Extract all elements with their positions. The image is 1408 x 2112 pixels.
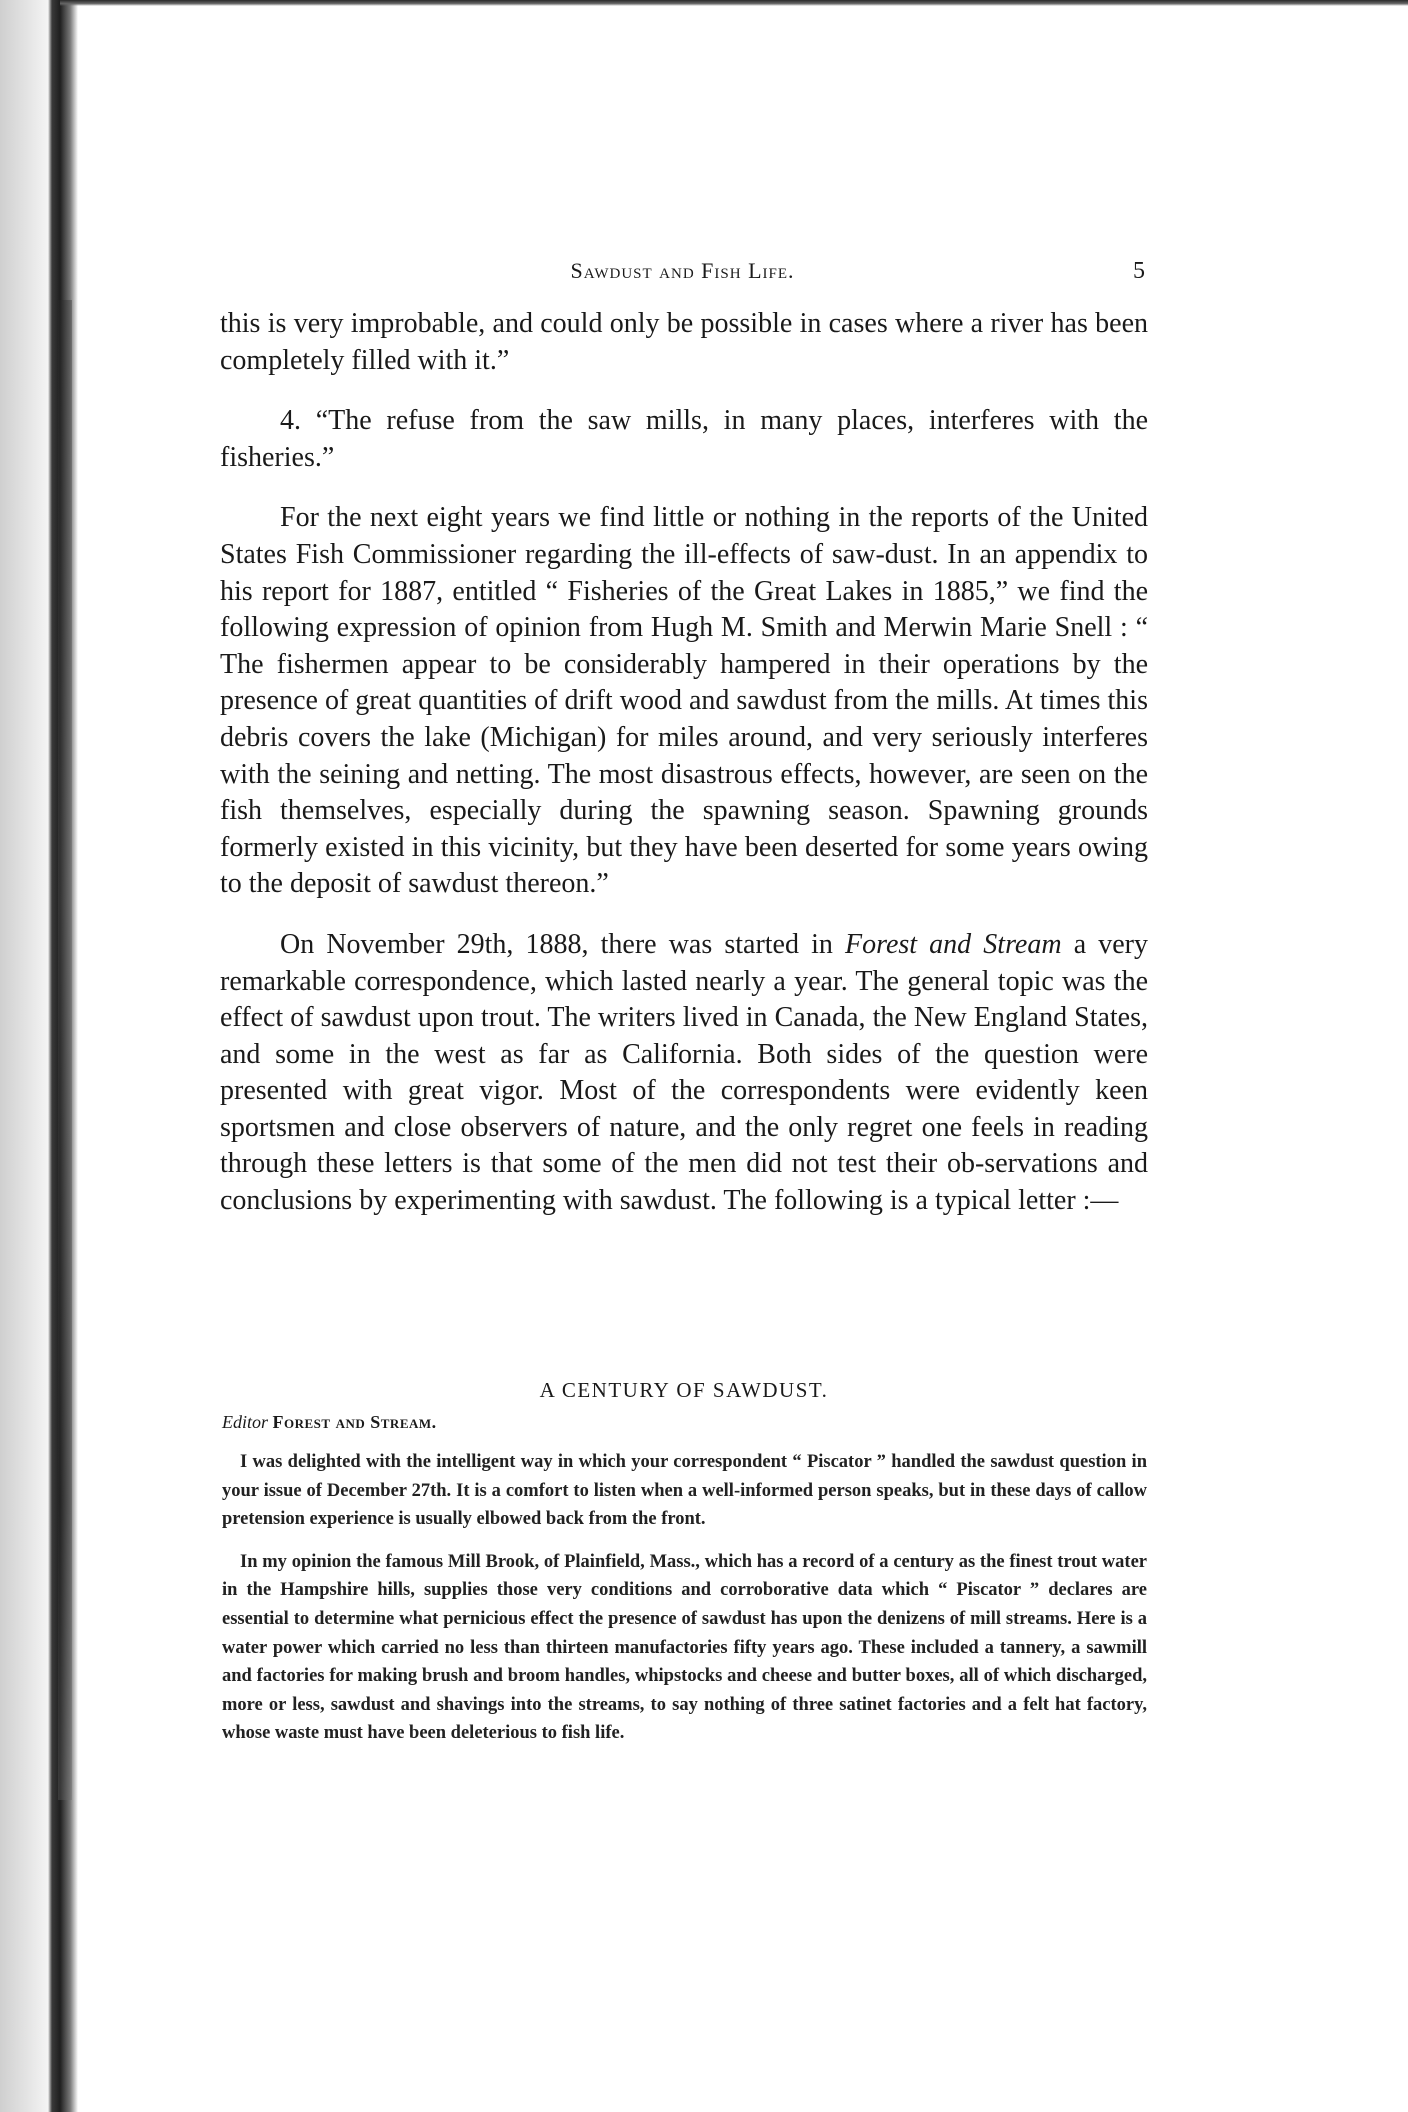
- paragraph-3: For the next eight years we find little or nothing in the reports of the United States Fish Commissioner regarding the ill-effects of saw-dust. In an appendix to his report for 1887, entitled “ Fisheries of the Great Lakes in 1885,” we find the following expression of opinion from Hugh M. Smith and Merwin Marie Snell : “ The fishermen appear to be considerably hampered in their operations by the presence of great quantities of drift wood and sawdust from the mills. At times this debris covers the lake (Michigan) for miles around, and very seriously interferes with the seining and netting. The most disastrous effects, however, are seen on the fish themselves, especially during the spawning season. Spawning grounds formerly existed in this vicinity, but they have been deserted for some years owing to the deposit of sawdust thereon.”: [220, 502, 1148, 900]
- page-number: 5: [1133, 258, 1145, 284]
- main-text: [220, 306, 1148, 1244]
- paragraph-4: [220, 927, 1148, 1220]
- running-title: Sawdust and Fish Life.: [570, 258, 795, 283]
- letter-body: [222, 1448, 1147, 1762]
- paragraph-1: this is very improbable, and could only be possible in cases where a river has been completely filled with it.”: [220, 308, 1148, 376]
- paragraph-4-before: On November 29th, 1888, there was started in: [280, 928, 845, 960]
- letter-paragraph-1: I was delighted with the intelligent way in which your correspondent “ Piscator ” handled the sawdust question in your issue of December 27th. It is a comfort to listen when a well-informed person speaks, but in these days of callow pretension experience is usually elbowed back from the front.: [222, 1452, 1147, 1530]
- letter-paragraph-2: In my opinion the famous Mill Brook, of Plainfield, Mass., which has a record of a century as the finest trout water in the Hampshire hills, supplies those very conditions and corroborative data which “ Piscator ” declares are essential to determine what pernicious effect the presence of sawdust has upon the denizens of mill streams. Here is a water power which carried no less than thirteen manufactories fifty years ago. These included a tannery, a sawmill and factories for making brush and broom handles, whipstocks and cheese and butter boxes, all of which discharged, more or less, sawdust and shavings into the streams, to say nothing of three satinet factories and a felt hat factory, whose waste must have been deleterious to fish life.: [222, 1551, 1147, 1744]
- paragraph-4-after: a very remarkable correspondence, which lasted nearly a year. The general topic was the effect of sawdust upon trout. The writers lived in Canada, the New England States, and some in the west as far as California. Both sides of the question were presented with great vigor. Most of the correspondents were evidently keen sportsmen and close observers of nature, and the only regret one feels in reading through these letters is that some of the men did not test their ob-servations and conclusions by experimenting with sawdust. The following is a typical letter :—: [220, 928, 1148, 1217]
- paragraph-2: 4. “The refuse from the saw mills, in many places, interferes with the fisheries.”: [220, 405, 1148, 473]
- page-top-edge: [60, 0, 1408, 6]
- page-binding-shadow: [58, 300, 72, 1800]
- running-head: [220, 258, 1145, 288]
- letter-title: A CENTURY OF SAWDUST.: [539, 1378, 829, 1402]
- letter-salutation: [222, 1412, 437, 1433]
- letter-publication: Forest and Stream.: [272, 1412, 437, 1432]
- letter-editor-label: Editor: [222, 1412, 269, 1432]
- publication-title: Forest and Stream: [845, 928, 1062, 960]
